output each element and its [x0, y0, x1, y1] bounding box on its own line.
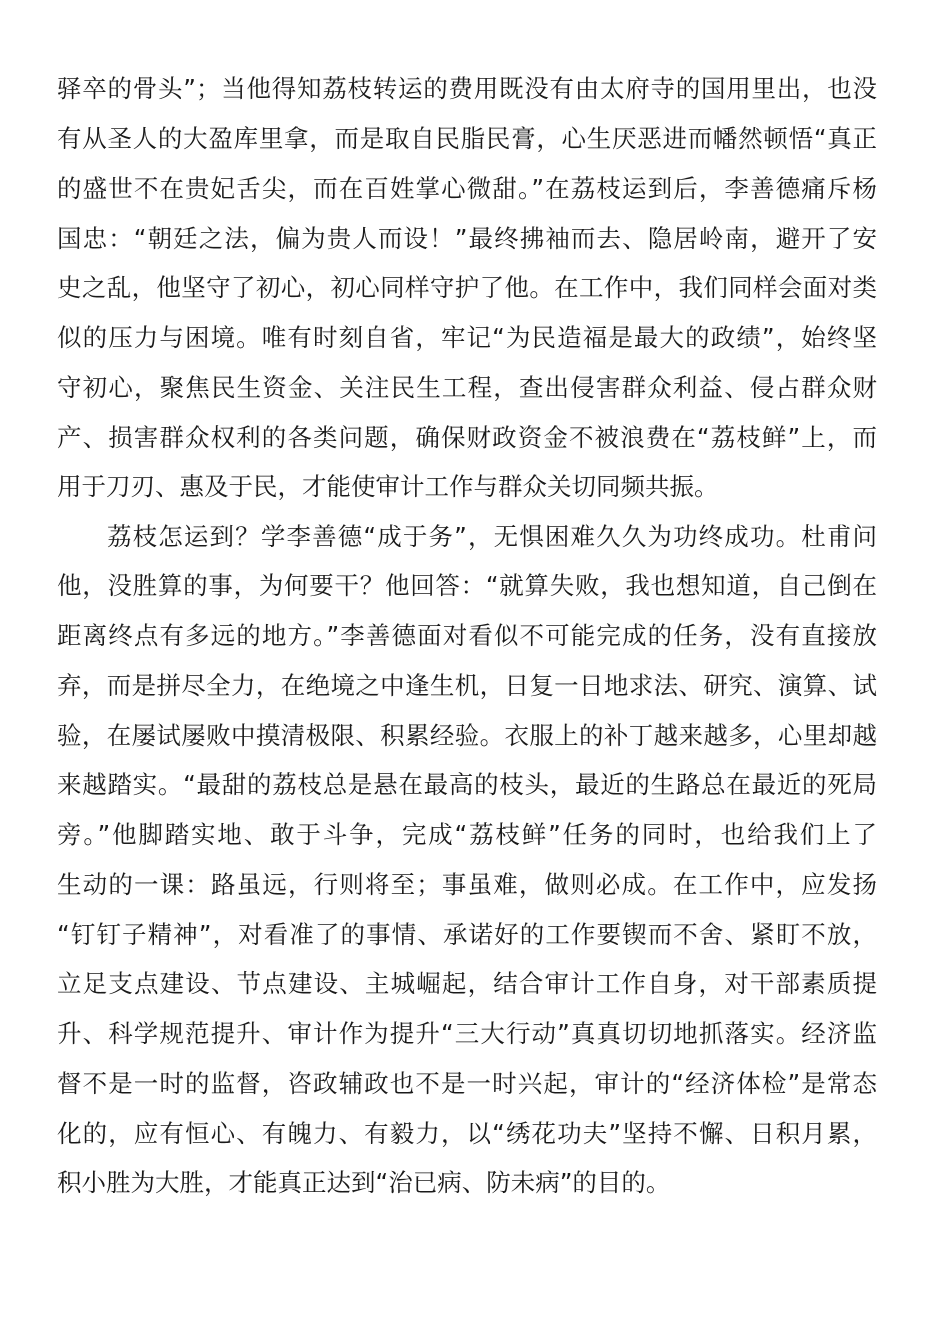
text-line: 化的，应有恒心、有魄力、有毅力，以“绣花功夫”坚持不懈、日积月累， — [57, 1119, 877, 1148]
text-line: 验，在屡试屡败中摸清极限、积累经验。衣服上的补丁越来越多，心里却越 — [57, 721, 877, 750]
text-line: 驿卒的骨头”；当他得知荔枝转运的费用既没有由太府寺的国用里出，也没 — [57, 74, 877, 103]
text-line: 用于刀刃、惠及于民，才能使审计工作与群众关切同频共振。 — [57, 472, 719, 501]
text-line: 国忠：“朝廷之法，偏为贵人而设！”最终拂袖而去、隐居岭南，避开了安 — [57, 224, 877, 253]
text-line: 史之乱，他坚守了初心，初心同样守护了他。在工作中，我们同样会面对类 — [57, 273, 877, 302]
text-line: 的盛世不在贵妃舌尖，而在百姓掌心微甜。”在荔枝运到后，李善德痛斥杨 — [57, 174, 877, 203]
text-line: 生动的一课：路虽远，行则将至；事虽难，做则必成。在工作中，应发扬 — [57, 870, 877, 899]
text-line: 弃，而是拼尽全力，在绝境之中逢生机，日复一日地求法、研究、演算、试 — [57, 671, 877, 700]
text-line: 来越踏实。“最甜的荔枝总是悬在最高的枝头，最近的生路总在最近的死局 — [57, 770, 877, 799]
text-line: “钉钉子精神”，对看准了的事情、承诺好的工作要锲而不舍、紧盯不放， — [57, 920, 877, 949]
text-line: 距离终点有多远的地方。”李善德面对看似不可能完成的任务，没有直接放 — [57, 621, 877, 650]
text-line: 荔枝怎运到？学李善德“成于务”，无惧困难久久为功终成功。杜甫问 — [107, 522, 877, 551]
text-line: 似的压力与困境。唯有时刻自省，牢记“为民造福是最大的政绩”，始终坚 — [57, 323, 877, 352]
text-line: 立足支点建设、节点建设、主城崛起，结合审计工作自身，对干部素质提 — [57, 969, 877, 998]
text-line: 有从圣人的大盈库里拿，而是取自民脂民膏，心生厌恶进而幡然顿悟“真正 — [57, 124, 877, 153]
text-line: 积小胜为大胜，才能真正达到“治已病、防未病”的目的。 — [57, 1168, 671, 1197]
text-line: 守初心，聚焦民生资金、关注民生工程，查出侵害群众利益、侵占群众财 — [57, 373, 877, 402]
text-line: 产、损害群众权利的各类问题，确保财政资金不被浪费在“荔枝鲜”上，而 — [57, 423, 877, 452]
text-line: 他，没胜算的事，为何要干？他回答：“就算失败，我也想知道，自己倒在 — [57, 571, 877, 600]
text-line: 旁。”他脚踏实地、敢于斗争，完成“荔枝鲜”任务的同时，也给我们上了 — [57, 820, 877, 849]
text-line: 升、科学规范提升、审计作为提升“三大行动”真真切切地抓落实。经济监 — [57, 1019, 877, 1048]
text-line: 督不是一时的监督，咨政辅政也不是一时兴起，审计的“经济体检”是常态 — [57, 1069, 877, 1098]
